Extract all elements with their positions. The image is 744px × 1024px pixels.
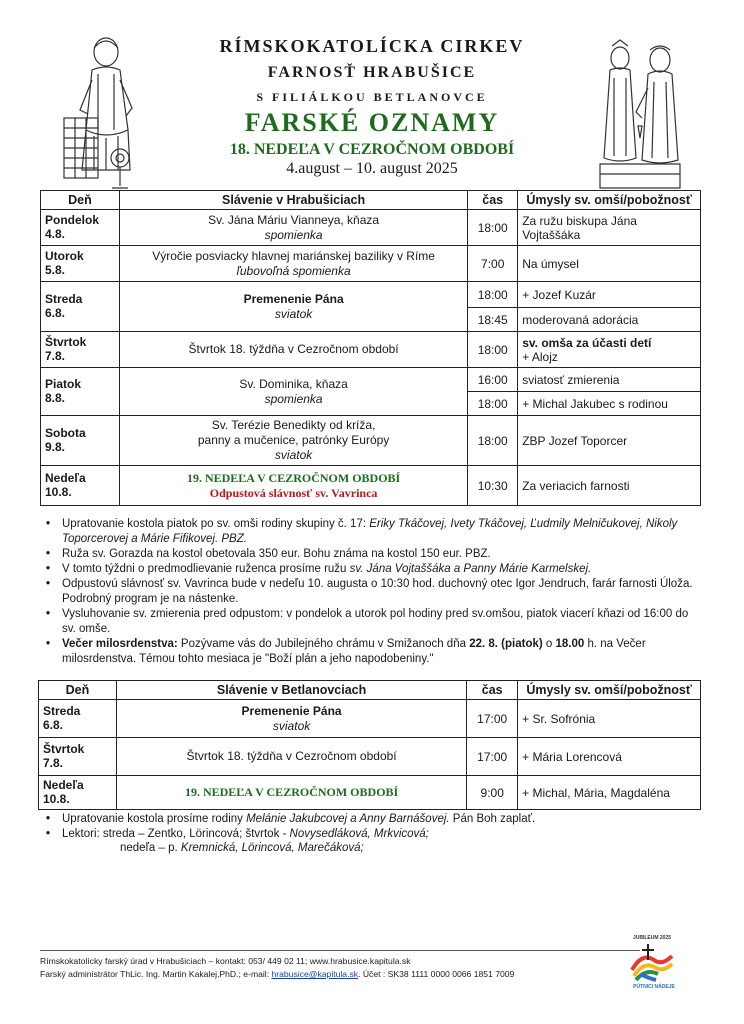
time-cell: 9:00 xyxy=(467,776,518,810)
table-row xyxy=(41,332,701,368)
time-cell: 18:00 xyxy=(468,282,518,308)
celebration-cell: 19. NEDEĽA V CEZROČNOM OBDOBÍ xyxy=(116,776,466,810)
date-range: 4.august – 10. august 2025 xyxy=(286,160,458,177)
lectors-note: • Lektori: streda – Zentko, Lörincová; štvrtok - Novysedláková, Mrkvicová; xyxy=(40,827,705,842)
col-header-day: Deň xyxy=(41,191,120,210)
day-cell: Streda 6.8. xyxy=(41,282,120,332)
footer-admin: Farský administrátor ThLic. Ing. Martin Kakalej,PhD.; e-mail: hrabusice@kapitula.sk. Účet : SK38 1111 0000 0066 1851 7009 xyxy=(40,969,515,979)
intention-cell: + Jozef Kuzár xyxy=(518,282,701,308)
col-header-celebration: Slávenie v Betlanovciach xyxy=(116,681,466,700)
intention-cell: moderovaná adorácia xyxy=(518,308,701,332)
table-header-row xyxy=(41,191,701,210)
jubilee-logo xyxy=(622,930,682,990)
col-header-time: čas xyxy=(467,681,518,700)
col-header-time: čas xyxy=(468,191,518,210)
time-cell: 10:30 xyxy=(468,466,518,506)
footer-contact: Rímskokatolícky farský úrad v Hrabušiciach – kontakt: 053/ 449 02 11; www.hrabusice.kapitula.sk xyxy=(40,956,411,966)
intention-cell: Za ružu biskupa Jána Vojtaššáka xyxy=(518,210,701,246)
announcement-item: • Vysluhovanie sv. zmierenia pred odpustom: v pondelok a utorok pol hodiny pred sv.omšou, piatok viacerí kňazi od 16:00 do sv. omše. xyxy=(40,607,705,637)
day-cell: Piatok 8.8. xyxy=(41,368,120,416)
table-row xyxy=(41,282,701,308)
header-line-parish: FARNOSŤ HRABUŠICE xyxy=(267,64,477,81)
page-subtitle: 18. NEDEĽA V CEZROČNOM OBDOBÍ xyxy=(229,141,515,158)
celebration-cell: Sv. Jána Máriu Vianneya, kňaza spomienka xyxy=(119,210,467,246)
intention-cell: Na úmysel xyxy=(518,246,701,282)
time-cell: 17:00 xyxy=(467,700,518,738)
schedule-table-betlanovce xyxy=(38,680,701,810)
lectors-sunday: nedeľa – p. Kremnická, Lörincová, Marečáková; xyxy=(120,842,364,854)
celebration-cell: Štvrtok 18. týždňa v Cezročnom období xyxy=(116,738,466,776)
time-cell: 18:00 xyxy=(468,392,518,416)
intention-cell: sviatosť zmierenia xyxy=(518,368,701,392)
col-header-day: Deň xyxy=(39,681,117,700)
intention-cell: + Michal Jakubec s rodinou xyxy=(518,392,701,416)
table-row xyxy=(41,368,701,392)
table-row xyxy=(39,738,701,776)
announcements-list xyxy=(40,517,705,667)
col-header-intentions: Úmysly sv. omší/pobožnosť xyxy=(518,191,701,210)
logo-text-bottom: PÚTNICI NÁDEJE xyxy=(633,984,675,990)
time-cell: 18:00 xyxy=(468,416,518,466)
table-row xyxy=(41,416,701,466)
betlanovce-notes xyxy=(40,812,705,842)
day-cell: Sobota 9.8. xyxy=(41,416,120,466)
intention-cell: + Mária Lorencová xyxy=(518,738,701,776)
col-header-intentions: Úmysly sv. omší/pobožnosť xyxy=(518,681,701,700)
intention-cell: Za veriacich farnosti xyxy=(518,466,701,506)
day-cell: Pondelok 4.8. xyxy=(41,210,120,246)
time-cell: 18:45 xyxy=(468,308,518,332)
footer xyxy=(40,955,514,981)
day-cell: Nedeľa 10.8. xyxy=(41,466,120,506)
intention-cell: + Sr. Sofrónia xyxy=(518,700,701,738)
col-header-celebration: Slávenie v Hrabušiciach xyxy=(119,191,467,210)
footer-divider xyxy=(40,950,640,951)
day-cell: Štvrtok 7.8. xyxy=(41,332,120,368)
celebration-cell: Premenenie Pána sviatok xyxy=(119,282,467,332)
table-row xyxy=(41,210,701,246)
day-cell: Nedeľa 10.8. xyxy=(39,776,117,810)
header-line-church: RÍMSKOKATOLÍCKA CIRKEV xyxy=(219,36,525,56)
saints-illustration xyxy=(590,38,690,198)
announcement-item: • V tomto týždni o predmodlievanie ruženca prosíme ružu sv. Jána Vojtaššáka a Panny Márie Karmelskej. xyxy=(40,562,705,577)
celebration-cell: Výročie posviacky hlavnej mariánskej baziliky v Ríme ľubovoľná spomienka xyxy=(119,246,467,282)
announcement-item: • Večer milosrdenstva: Pozývame vás do Jubilejného chrámu v Smižanoch dňa 22. 8. (piatok) o 18.00 h. na Večer milosrdenstva. Témou tohto mesiaca je "Boží plán a jeho napodobeniny." xyxy=(40,637,705,667)
celebration-cell: Štvrtok 18. týždňa v Cezročnom období xyxy=(119,332,467,368)
time-cell: 18:00 xyxy=(468,210,518,246)
header-line-filial: S FILIÁLKOU BETLANOVCE xyxy=(256,90,488,104)
intention-cell: sv. omša za účasti detí + Alojz xyxy=(518,332,701,368)
saint-lawrence-illustration xyxy=(58,30,158,195)
celebration-cell: Sv. Terézie Benedikty od kríža, panny a mučenice, patrónky Európy sviatok xyxy=(119,416,467,466)
time-cell: 18:00 xyxy=(468,332,518,368)
email-link[interactable]: hrabusice@kapitula.sk xyxy=(271,969,359,979)
announcement-item: • Upratovanie kostola piatok po sv. omši rodiny skupiny č. 17: Eriky Tkáčovej, Ivety Tkáčovej, Ľudmily Melničukovej, Nikoly Toporcerovej a Márie Fifikovej. PBZ. xyxy=(40,517,705,547)
intention-cell: ZBP Jozef Toporcer xyxy=(518,416,701,466)
table-row xyxy=(41,246,701,282)
announcement-item: • Odpustovú slávnosť sv. Vavrinca bude v nedeľu 10. augusta o 10:30 hod. duchovný otec Igor Jendruch, farár farnosti Úloža. Podrobný program je na nástenke. xyxy=(40,577,705,607)
day-cell: Utorok 5.8. xyxy=(41,246,120,282)
page-title: FARSKÉ OZNAMY xyxy=(244,108,500,137)
cleaning-note: • Upratovanie kostola prosíme rodiny Melánie Jakubcovej a Anny Barnášovej. Pán Boh zaplať. xyxy=(40,812,705,827)
time-cell: 7:00 xyxy=(468,246,518,282)
table-row xyxy=(39,776,701,810)
time-cell: 16:00 xyxy=(468,368,518,392)
celebration-cell: Sv. Dominika, kňaza spomienka xyxy=(119,368,467,416)
announcement-item: • Ruža sv. Gorazda na kostol obetovala 350 eur. Bohu známa na kostol 150 eur. PBZ. xyxy=(40,547,705,562)
intention-cell: + Michal, Mária, Magdaléna xyxy=(518,776,701,810)
day-cell: Streda 6.8. xyxy=(39,700,117,738)
logo-text-top: JUBILEUM 2025 xyxy=(632,935,672,941)
day-cell: Štvrtok 7.8. xyxy=(39,738,117,776)
time-cell: 17:00 xyxy=(467,738,518,776)
schedule-table-hrabusice xyxy=(40,190,701,506)
table-row xyxy=(41,466,701,506)
celebration-cell: 19. NEDEĽA V CEZROČNOM OBDOBÍ Odpustová slávnosť sv. Vavrinca xyxy=(119,466,467,506)
table-row xyxy=(39,700,701,738)
table-header-row xyxy=(39,681,701,700)
celebration-cell: Premenenie Pána sviatok xyxy=(116,700,466,738)
